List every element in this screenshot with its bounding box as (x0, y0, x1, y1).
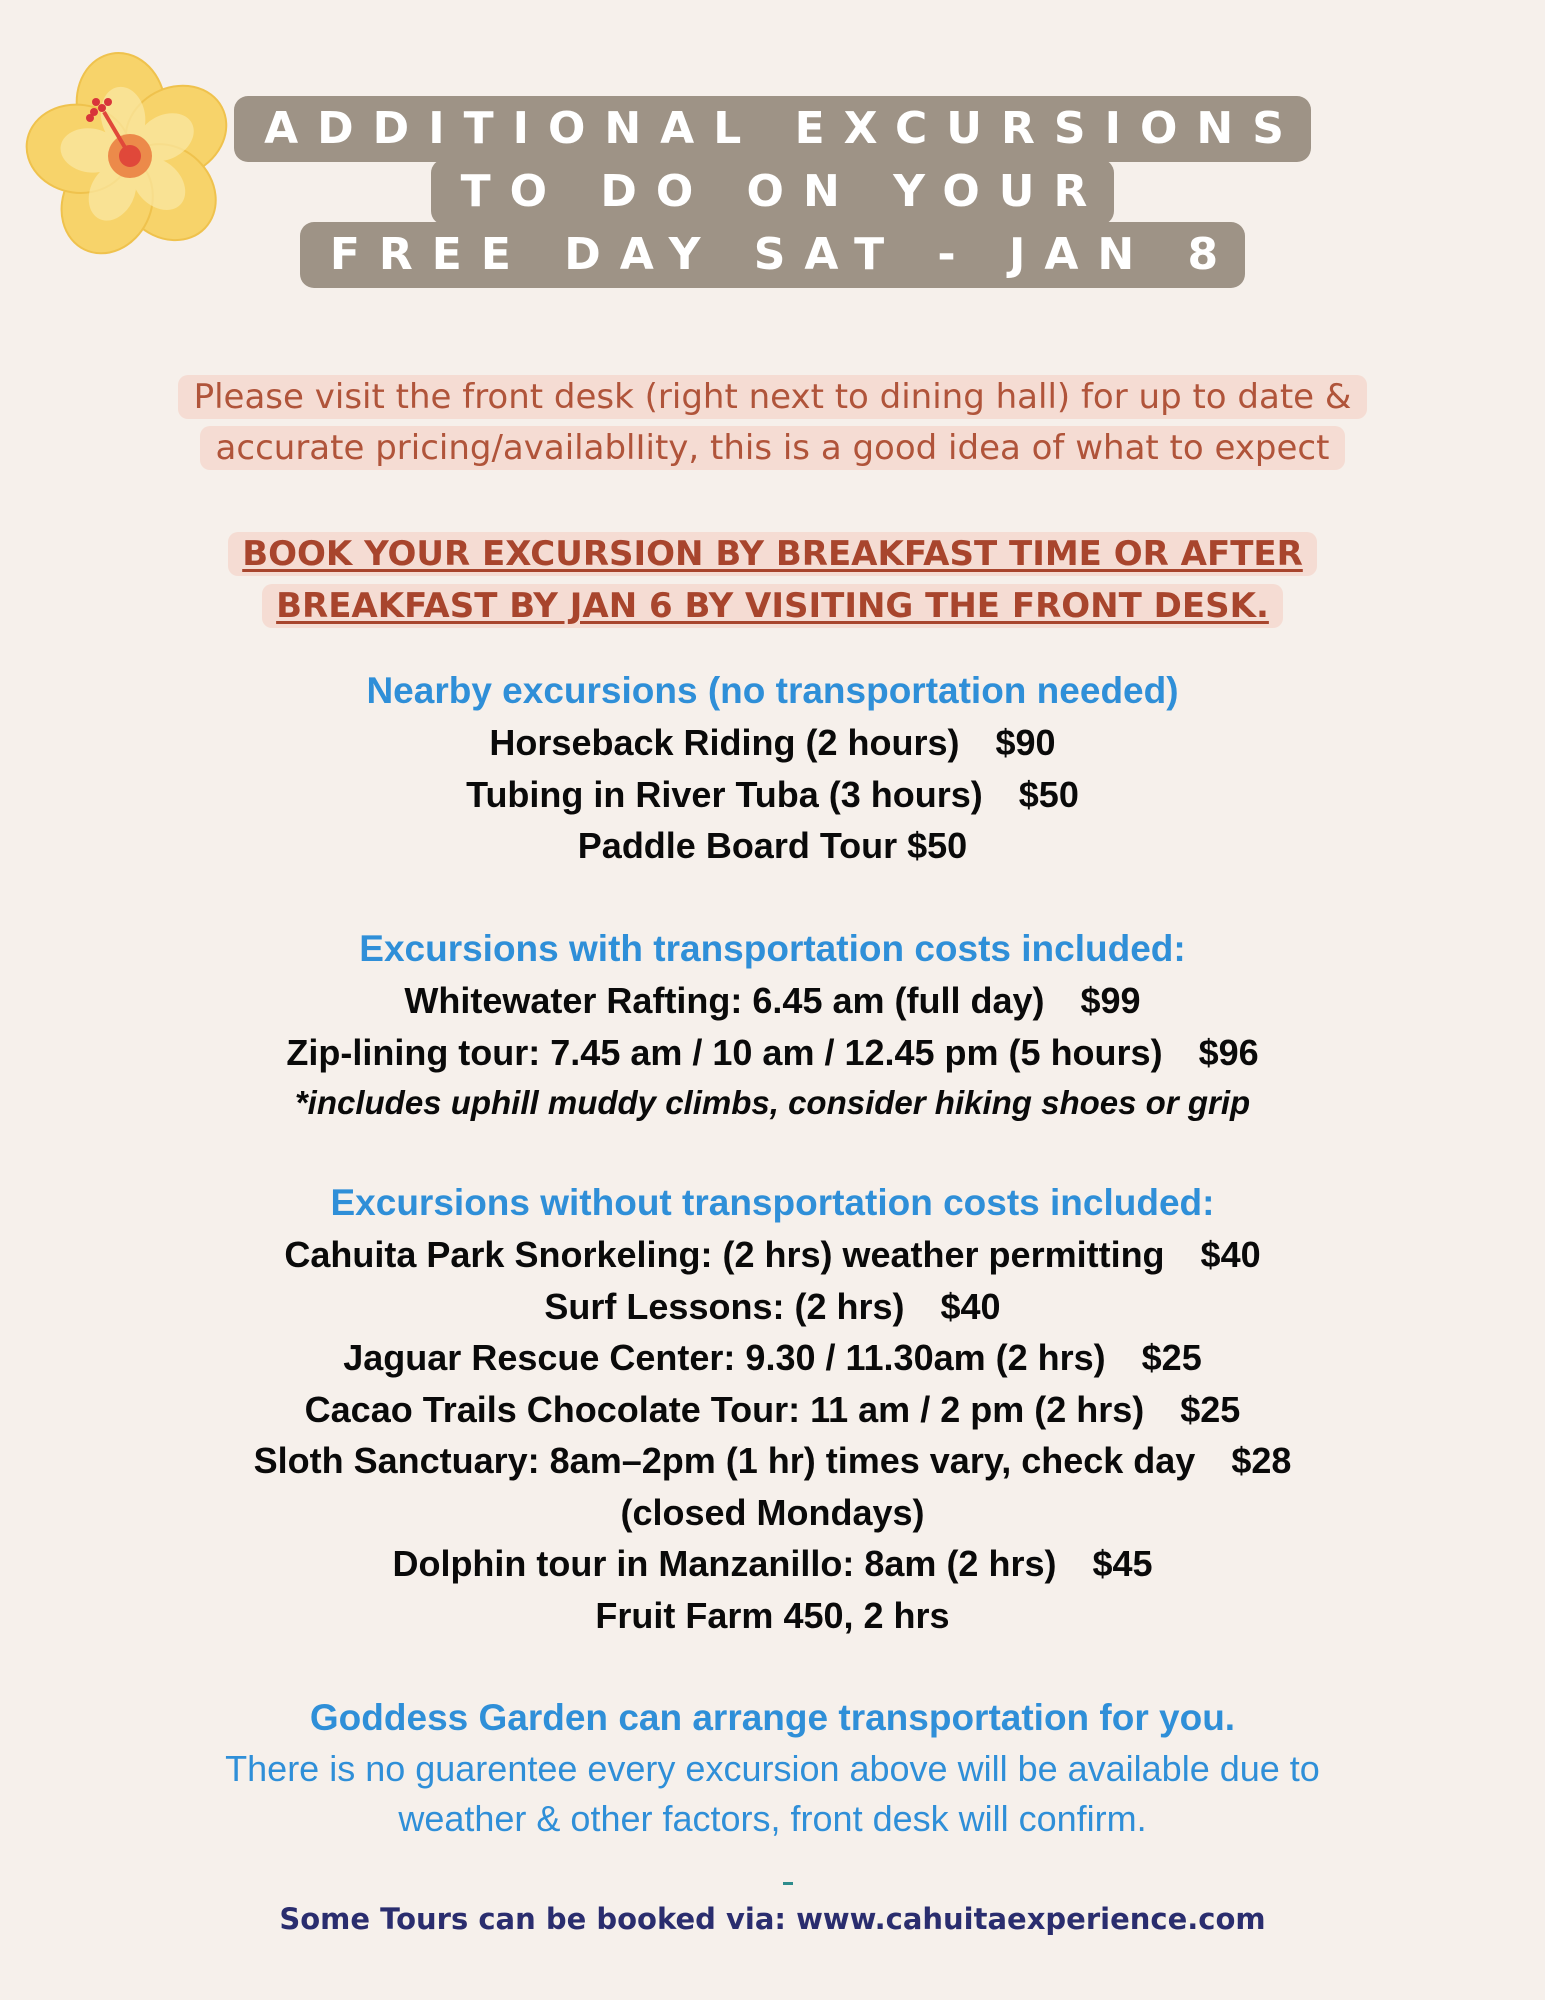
booking-line-2: BREAKFAST BY JAN 6 BY VISITING THE FRONT DESK. (262, 584, 1283, 628)
excursion-price: $25 (1180, 1388, 1241, 1430)
excursion-price: $40 (940, 1285, 1001, 1327)
excursion-item (0, 1538, 1545, 1590)
excursion-item (0, 1332, 1545, 1384)
excursion-price: $25 (1141, 1337, 1202, 1378)
booking-line-1: BOOK YOUR EXCURSION BY BREAKFAST TIME OR AFTER (228, 532, 1317, 576)
excursion-item: Fruit Farm 450, 2 hrs (595, 1594, 950, 1636)
excursion-name: Horseback Riding (2 hours) (489, 722, 960, 763)
excursion-name: Surf Lessons: (2 hrs) (544, 1285, 905, 1327)
excursion-price: $50 (1018, 773, 1079, 815)
divider-dash (783, 1882, 793, 1885)
section-heading: Excursions without transportation costs included: (330, 1182, 1215, 1223)
notice-line-2: accurate pricing/availablIity, this is a good idea of what to expect (200, 426, 1346, 470)
excursion-price: $40 (1200, 1234, 1261, 1275)
excursion-price: $28 (1231, 1440, 1292, 1481)
title-line-1: ADDITIONAL EXCURSIONS (234, 96, 1311, 162)
excursion-price: $90 (995, 722, 1056, 763)
excursion-name: Cahuita Park Snorkeling: (2 hrs) weather permitting (284, 1234, 1165, 1275)
excursion-name: Dolphin tour in Manzanillo: 8am (2 hrs) (392, 1543, 1057, 1584)
excursion-name: Tubing in River Tuba (3 hours) (466, 773, 983, 815)
notice-line-1: Please visit the front desk (right next to dining hall) for up to date & (178, 375, 1368, 419)
excursion-item: Paddle Board Tour $50 (577, 825, 968, 866)
excursion-name: Whitewater Rafting: 6.45 am (full day) (404, 980, 1045, 1021)
excursion-note: *includes uphill muddy climbs, consider hiking shoes or grip (294, 1084, 1251, 1121)
excursion-price: $96 (1198, 1031, 1259, 1073)
title-line-2: TO DO ON YOUR (431, 159, 1115, 225)
transport-not-included-section (0, 1177, 1545, 1641)
excursion-name: Sloth Sanctuary: 8am–2pm (1 hr) times vary, check day (253, 1440, 1196, 1481)
section-heading: Excursions with transportation costs included: (359, 928, 1186, 969)
excursion-price: $45 (1092, 1543, 1153, 1584)
excursion-price: $99 (1080, 980, 1141, 1021)
excursion-item (0, 1027, 1545, 1079)
disclaimer-line-1: There is no guarentee every excursion above will be available due to (225, 1748, 1320, 1789)
booking-website-link[interactable]: Some Tours can be booked via: www.cahuitaexperience.com (279, 1902, 1266, 1936)
excursion-item (0, 1229, 1545, 1281)
page-title (0, 96, 1545, 285)
front-desk-notice (0, 372, 1545, 474)
nearby-excursions-section (0, 665, 1545, 872)
excursion-name: Zip-lining tour: 7.45 am / 10 am / 12.45 pm (5 hours) (286, 1031, 1163, 1073)
transport-included-section (0, 923, 1545, 1128)
excursion-item (0, 1384, 1545, 1436)
excursion-item (0, 1281, 1545, 1333)
excursion-item (0, 769, 1545, 821)
booking-instructions (0, 528, 1545, 632)
excursion-name: Jaguar Rescue Center: 9.30 / 11.30am (2 hrs) (343, 1337, 1106, 1378)
excursion-name: Cacao Trails Chocolate Tour: 11 am / 2 pm (2 hrs) (304, 1388, 1145, 1430)
disclaimer-line-2: weather & other factors, front desk will confirm. (398, 1798, 1147, 1839)
excursion-item (0, 1435, 1545, 1487)
transport-arrangement-heading: Goddess Garden can arrange transportation for you. (309, 1697, 1236, 1738)
title-line-3: FREE DAY SAT - JAN 8 (300, 222, 1245, 288)
excursion-item (0, 975, 1545, 1027)
footer (0, 1692, 1545, 1844)
excursion-item (0, 717, 1545, 769)
section-heading: Nearby excursions (no transportation needed) (366, 670, 1179, 711)
excursion-item-continued: (closed Mondays) (620, 1491, 925, 1533)
